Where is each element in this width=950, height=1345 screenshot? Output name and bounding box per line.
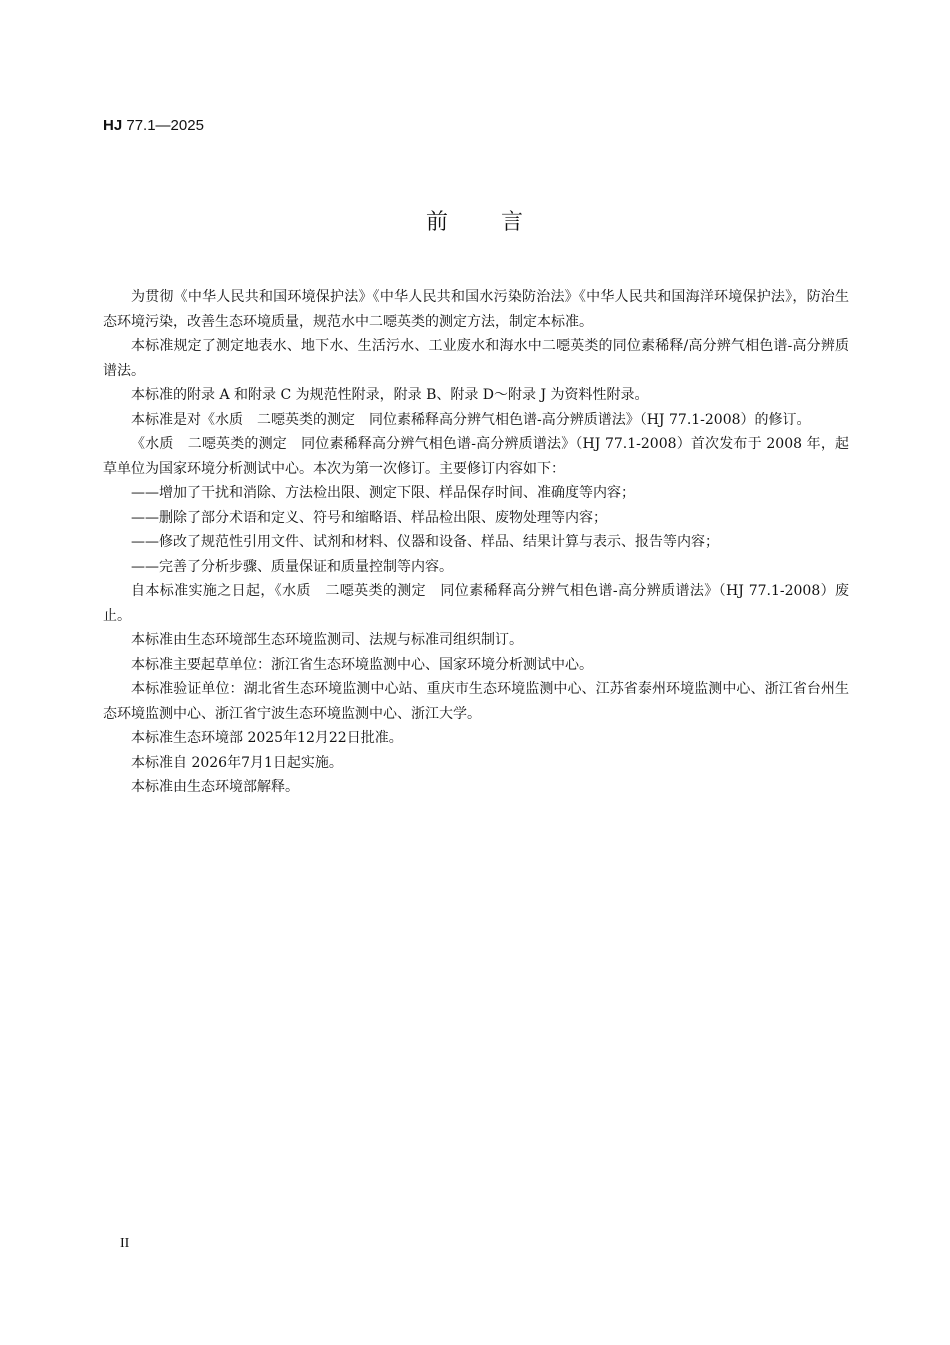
paragraph-effective-date: 本标准自 2026年7月1日起实施。 — [131, 754, 343, 771]
paragraph-organizer: 本标准由生态环境部生态环境监测司、法规与标准司组织制订。 — [131, 632, 523, 648]
paragraph-scope: 本标准规定了测定地表水、地下水、生活污水、工业废水和海水中二噁英类的同位素稀释/高分辨气相色谱-高分辨质谱法。 — [103, 338, 849, 379]
paragraph-approval-date: 本标准生态环境部 2025年12月22日批准。 — [131, 730, 403, 746]
page-title-char-1: 前 — [425, 210, 449, 235]
revision-item: ——完善了分析步骤、质量保证和质量控制等内容。 — [131, 558, 453, 575]
paragraph-interpretation: 本标准由生态环境部解释。 — [131, 779, 299, 795]
standard-code-number: 77.1—2025 — [126, 117, 204, 134]
foreword-body — [103, 285, 849, 800]
paragraph-history: 《水质 二噁英类的测定 同位素稀释高分辨气相色谱-高分辨质谱法》（HJ 77.1-2008）首次发布于 2008 年，起草单位为国家环境分析测试中心。本次为第一次修订。主要修订内容如下： — [103, 436, 849, 477]
page-title-char-2: 言 — [501, 210, 525, 235]
page-title — [0, 208, 950, 238]
page-number: II — [120, 1236, 130, 1251]
revision-item: ——增加了干扰和消除、方法检出限、测定下限、样品保存时间、准确度等内容； — [131, 485, 635, 501]
standard-code-prefix: HJ — [103, 117, 123, 134]
standard-code — [103, 116, 204, 136]
revision-item: ——修改了规范性引用文件、试剂和材料、仪器和设备、样品、结果计算与表示、报告等内容； — [131, 534, 719, 550]
revision-item: ——删除了部分术语和定义、符号和缩略语、样品检出限、废物处理等内容； — [131, 509, 607, 526]
paragraph-drafters: 本标准主要起草单位：浙江省生态环境监测中心、国家环境分析测试中心。 — [131, 656, 593, 673]
paragraph-revision-of: 本标准是对《水质 二噁英类的测定 同位素稀释高分辨气相色谱-高分辨质谱法》（HJ 77.1-2008）的修订。 — [131, 411, 811, 428]
paragraph-abolition: 自本标准实施之日起，《水质 二噁英类的测定 同位素稀释高分辨气相色谱-高分辨质谱法》（HJ 77.1-2008）废止。 — [103, 583, 849, 624]
paragraph-appendices: 本标准的附录 A 和附录 C 为规范性附录，附录 B、附录 D～附录 J 为资料性附录。 — [131, 387, 649, 403]
paragraph-verifiers: 本标准验证单位：湖北省生态环境监测中心站、重庆市生态环境监测中心、江苏省泰州环境监测中心、浙江省台州生态环境监测中心、浙江省宁波生态环境监测中心、浙江大学。 — [103, 681, 849, 722]
paragraph-purpose: 为贯彻《中华人民共和国环境保护法》《中华人民共和国水污染防治法》《中华人民共和国海洋环境保护法》，防治生态环境污染，改善生态环境质量，规范水中二噁英类的测定方法，制定本标准。 — [103, 289, 849, 330]
